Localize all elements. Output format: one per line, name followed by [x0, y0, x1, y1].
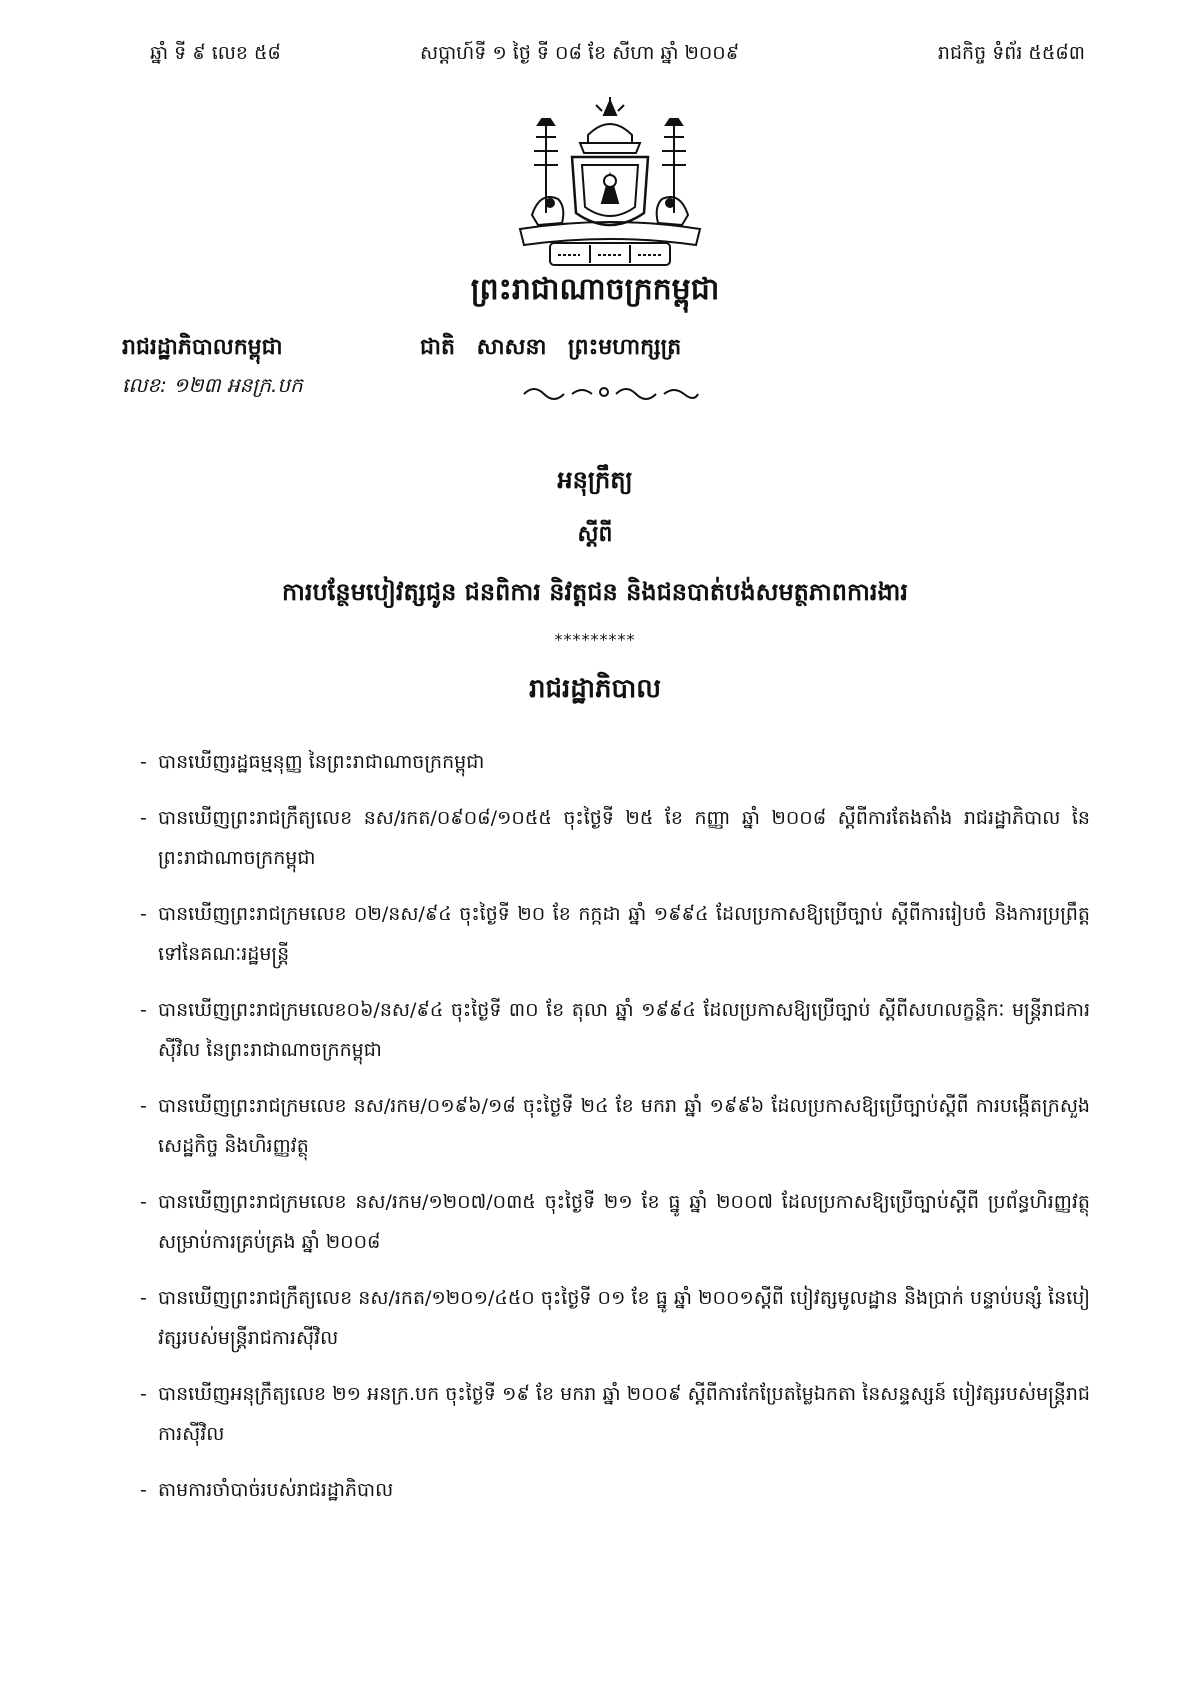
list-item: - បានឃើញព្រះរាជក្រមលេខ នស/រកម/០១៩៦/១៨ ចុះថ្ងៃទី ២៤ ខែ មករា ឆ្នាំ ១៩៩៦ ដែលប្រកាសឱ្យប្រើច្បាប់ស្តីពី ការបង្កើតក្រសួងសេដ្ឋកិច្ច និងហិរញ្ញវត្ថុ [140, 1095, 1090, 1157]
gazette-issue: ឆ្នាំ ទី ៩ លេខ ៥៨ [150, 42, 281, 64]
royal-coat-of-arms-icon [510, 95, 710, 270]
considerations-list [140, 742, 1090, 1526]
ornamental-divider-icon [520, 380, 700, 404]
list-item: - បានឃើញអនុក្រឹត្យលេខ ២១ អនក្រ.បក ចុះថ្ងៃទី ១៩ ខែ មករា ឆ្នាំ ២០០៩ ស្តីពីការកែប្រែតម្លៃឯកតា នៃសន្ទស្សន៍ បៀវត្សរបស់មន្ត្រីរាជការស៊ីវិល [140, 1383, 1090, 1445]
about-label: ស្តីពី [577, 522, 613, 547]
document-subject: ការបន្ថែមបៀវត្សជូន ជនពិការ និវត្តជន និងជនបាត់បង់សមត្ថភាពការងារ [282, 578, 908, 606]
list-item: - បានឃើញព្រះរាជក្រមលេខ នស/រកម/១២០៧/០៣៥ ចុះថ្ងៃទី ២១ ខែ ធ្នូ ឆ្នាំ ២០០៧ ដែលប្រកាសឱ្យប្រើច្បាប់ស្តីពី ប្រព័ន្ធហិរញ្ញវត្ថុសម្រាប់ការគ្រប់គ្រង ឆ្នាំ ២០០៨ [140, 1191, 1090, 1253]
list-item: - បានឃើញព្រះរាជក្រឹត្យលេខ នស/រកត/០៩០៨/១០៥៥ ចុះថ្ងៃទី ២៥ ខែ កញ្ញា ឆ្នាំ ២០០៨ ស្តីពីការតែងតាំង រាជរដ្ឋាភិបាល នៃព្រះរាជាណាចក្រកម្ពុជា [140, 807, 1090, 869]
document-type: អនុក្រឹត្យ [557, 466, 633, 494]
list-item: - បានឃើញរដ្ឋធម្មនុញ្ញ នៃព្រះរាជាណាចក្រកម្ពុជា [140, 751, 485, 773]
list-item: - តាមការចាំបាច់របស់រាជរដ្ឋាភិបាល [140, 1479, 394, 1501]
issuing-authority: រាជរដ្ឋាភិបាល [528, 674, 662, 704]
reference-number: លេខ: ១២៣ អនក្រ.បក [122, 373, 303, 397]
gazette-date: សប្តាហ៍ទី ១ ថ្ងៃ ទី ០៨ ខែ សីហា ឆ្នាំ ២០០៩ [420, 42, 740, 64]
gazette-page-number: រាជកិច្ច ទំព័រ ៥៥៨៣ [937, 42, 1085, 64]
government-label: រាជរដ្ឋាភិបាលកម្ពុជា [122, 335, 283, 360]
list-item: - បានឃើញព្រះរាជក្រឹត្យលេខ នស/រកត/១២០១/៤៥០ ចុះថ្ងៃទី ០១ ខែ ធ្នូ ឆ្នាំ ២០០១ស្តីពី បៀវត្សមូលដ្ឋាន និងប្រាក់ បន្ទាប់បន្សំ នៃបៀវត្សរបស់មន្ត្រីរាជការស៊ីវិល [140, 1287, 1090, 1349]
separator-stars: ********* [554, 630, 636, 649]
national-motto: ជាតិ សាសនា ព្រះមហាក្សត្រ [420, 335, 682, 360]
gazette-header [150, 36, 1085, 70]
kingdom-title: ព្រះរាជាណាចក្រកម្ពុជា [470, 272, 720, 307]
list-item: - បានឃើញព្រះរាជក្រមលេខ ០២/នស/៩៤ ចុះថ្ងៃទី ២០ ខែ កក្កដា ឆ្នាំ ១៩៩៤ ដែលប្រកាសឱ្យប្រើច្បាប់ ស្តីពីការរៀបចំ និងការប្រព្រឹត្តទៅនៃគណៈរដ្ឋមន្ត្រី [140, 903, 1090, 965]
list-item: - បានឃើញព្រះរាជក្រមលេខ០៦/នស/៩៤ ចុះថ្ងៃទី ៣០ ខែ តុលា ឆ្នាំ ១៩៩៤ ដែលប្រកាសឱ្យប្រើច្បាប់ ស្តីពីសហលក្ខន្តិកៈ មន្ត្រីរាជការស៊ីវិល នៃព្រះរាជាណាចក្រកម្ពុជា [140, 999, 1090, 1061]
